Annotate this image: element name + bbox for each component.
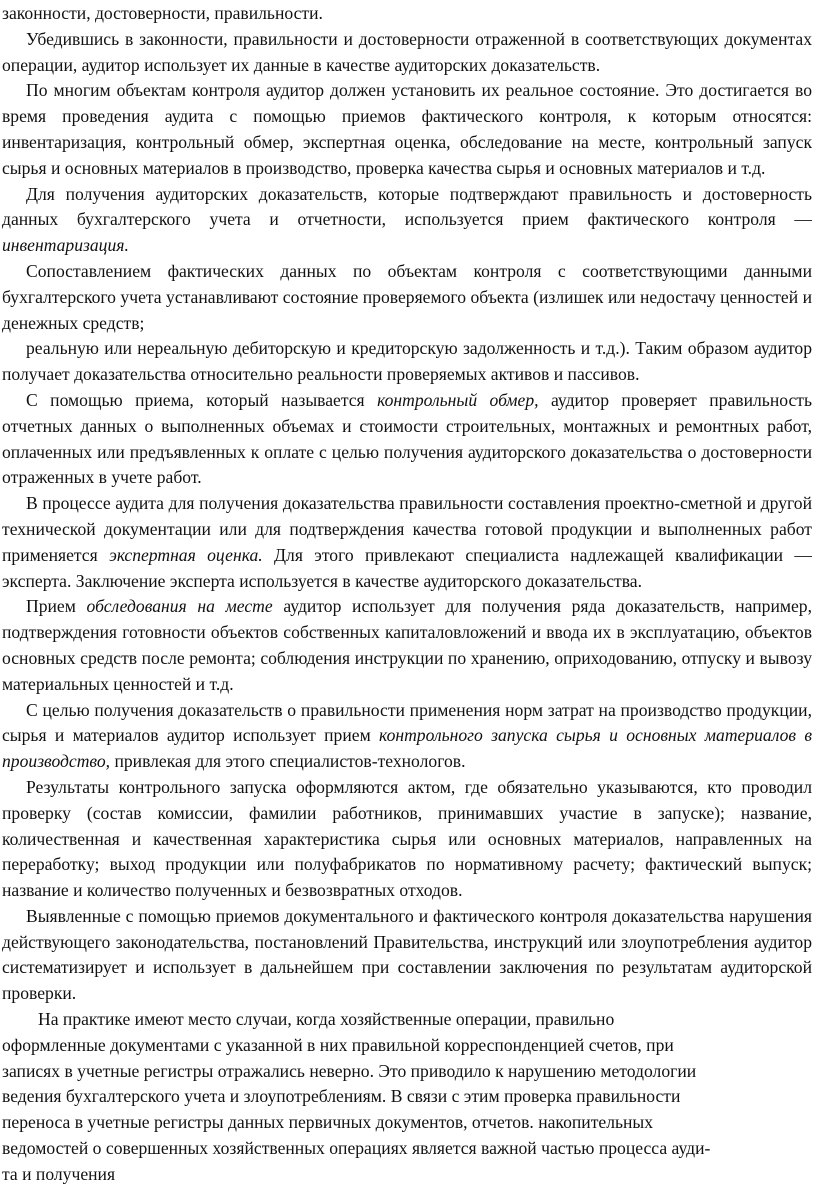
italic-term: контрольный обмер,	[377, 389, 539, 410]
final-line: ведения бухгалтерского учета и злоупотреблениям. В связи с этим проверка правильности	[2, 1086, 681, 1107]
paragraph-p05	[2, 259, 812, 336]
paragraph-p12	[2, 904, 812, 1007]
text-run: Для этого привлекают специалиста надлежащей квалификации — эксперта. Заключение эксперта используется в качестве аудиторского доказательства.	[2, 544, 812, 591]
final-line: записях в учетные регистры отражались неверно. Это приводило к нарушению методологии	[2, 1060, 697, 1081]
paragraph-p06	[2, 336, 812, 388]
text-run: Прием	[26, 596, 87, 617]
paragraph-p08	[2, 491, 812, 594]
paragraph-p01	[2, 1, 812, 27]
text-run: Сопоставлением фактических данных по объектам контроля с соответствующими данными бухгалтерского учета устанавливают состояние проверяемого объекта (излишек или недостачу ценностей и денежных средств;	[2, 260, 812, 333]
paragraph-p07	[2, 388, 812, 491]
text-run: законности, достоверности, правильности.	[2, 3, 323, 23]
text-run: По многим объектам контроля аудитор должен установить их реальное состояние. Это достигается во время проведения аудита с помощью приемов фактического контроля, к которым относятся: инвентаризация, контрольный обмер, экспертная оценка, обследование на месте, контрольный запуск сырья и основных материалов в производство, проверка качества сырья и основных материалов и т.д.	[2, 80, 812, 178]
final-line: ведомостей о совершенных хозяйственных операциях является важной частью процесса ауди-	[2, 1138, 711, 1159]
italic-term: экспертная оценка.	[109, 544, 263, 565]
text-run: Убедившись в законности, правильности и достоверности отраженной в соответствующих документах операции, аудитор использует их данные в качестве аудиторских доказательств.	[2, 28, 812, 75]
italic-term: контрольного запуска сырья и основных материалов в производство,	[2, 725, 812, 772]
paragraph-p11	[2, 775, 812, 904]
paragraph-p04	[2, 182, 812, 259]
paragraph-p09	[2, 594, 812, 697]
text-run: аудитор использует для получения ряда доказательств, например, подтверждения готовности объектов собственных капиталовложений и ввода их в эксплуатацию, объектов основных средств после ремонта; соблюдения инструкции по хранению, оприходованию, отпуску и вывозу материальных ценностей и т.д.	[2, 596, 813, 694]
paragraph-p02	[2, 27, 812, 79]
document-body	[2, 1, 812, 1007]
italic-term: обследования на месте	[86, 596, 273, 617]
paragraph-p03	[2, 78, 812, 181]
text-run: привлекая для этого специалистов-технологов.	[110, 751, 466, 772]
text-run: С целью получения доказательств о правильности применения норм затрат на производство продукции, сырья и материалов аудитор использует прием	[2, 699, 812, 746]
final-line: та и получения	[2, 1163, 116, 1184]
paragraph-p10	[2, 698, 812, 775]
final-line: переноса в учетные регистры данных первичных документов, отчетов. накопительных	[2, 1112, 654, 1133]
final-paragraph	[2, 1007, 812, 1188]
italic-term: инвентаризация.	[2, 235, 129, 256]
final-line: оформленные документами с указанной в них правильной корреспонденцией счетов, при	[2, 1034, 674, 1055]
text-run: Выявленные с помощью приемов документального и фактического контроля доказательства нарушения действующего законодательства, постановлений Правительства, инструкций или злоупотребления аудитор систематизирует и использует в дальнейшем при составлении заключения по результатам аудиторской проверки.	[2, 905, 812, 1004]
text-run: В процессе аудита для получения доказательства правильности составления проектно-сметной и другой технической документации или для подтверждения качества готовой продукции и выполненных работ применяется	[2, 493, 812, 565]
text-run: С помощью приема, который называется	[26, 389, 378, 410]
text-run: аудитор проверяет правильность отчетных данных о выполненных объемах и стоимости строительных, монтажных и ремонтных работ, оплаченных или предъявленных к оплате с целью получения аудиторского доказательства о достоверности отраженных в учете работ.	[2, 389, 812, 488]
text-run: Для получения аудиторских доказательств, которые подтверждают правильность и достоверность данных бухгалтерского учета и отчетности, используется прием фактического контроля —	[2, 183, 812, 230]
text-run: реальную или нереальную дебиторскую и кредиторскую задолженность и т.д.). Таким образом аудитор получает доказательства относительно реальности проверяемых активов и пассивов.	[2, 338, 812, 385]
final-line: На практике имеют место случаи, когда хозяйственные операции, правильно	[38, 1009, 615, 1030]
text-run: Результаты контрольного запуска оформляются актом, где обязательно указываются, кто проводил проверку (состав комиссии, фамилии работников, принимавших участие в запуске); название, количественная и качественная характеристика сырья или основных материалов, направленных на переработку; выход продукции или полуфабрикатов по нормативному расчету; фактический выпуск; название и количество полученных и безвозвратных отходов.	[2, 776, 812, 901]
